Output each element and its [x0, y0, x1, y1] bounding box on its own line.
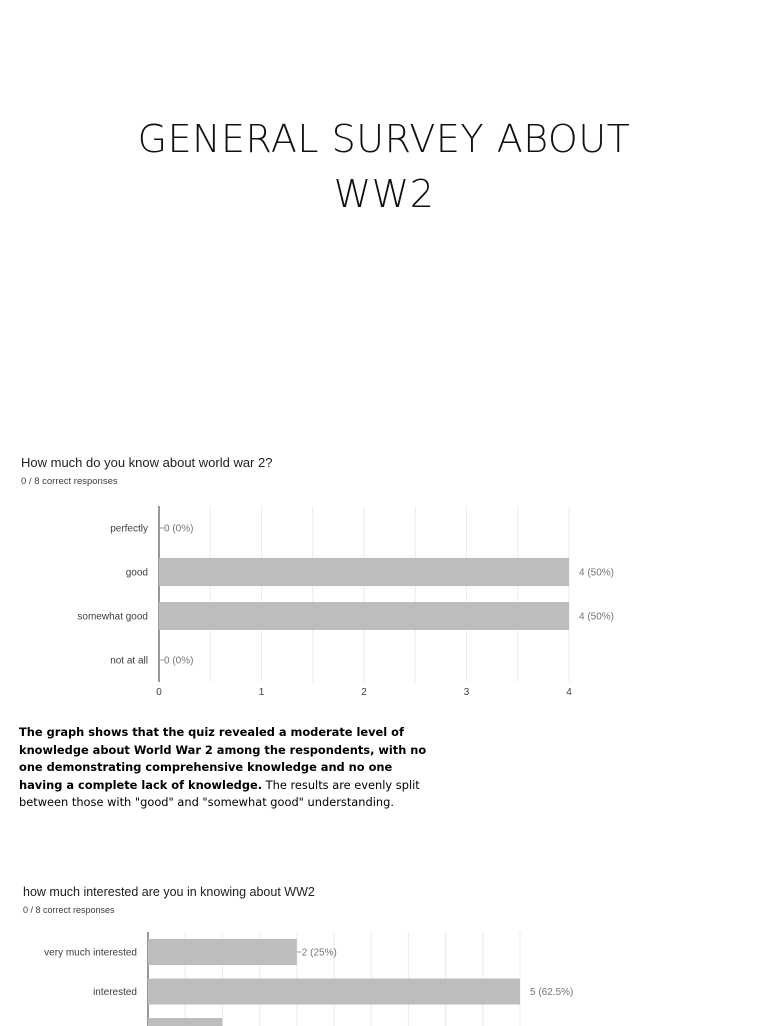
x-tick-label: 0 — [156, 687, 162, 698]
question2-title: how much interested are you in knowing about WW2 — [23, 885, 315, 899]
x-tick-label: 4 — [566, 687, 572, 698]
x-tick-label: 2 — [361, 687, 367, 698]
page-title-line1: GENERAL SURVEY ABOUT — [137, 117, 631, 161]
x-tick-label: 3 — [463, 687, 470, 698]
description-bold: The graph shows that the quiz revealed a moderate level of knowledge about World War 2 among the respondents, with no one demonstrating comprehensive knowledge and no one having a complete lack of knowledge. — [19, 725, 427, 792]
category-label: perfectly — [110, 523, 148, 535]
page-title-line2: WW2 — [333, 172, 435, 216]
bar — [148, 939, 297, 965]
bar — [159, 558, 569, 586]
question2-subtitle: 0 / 8 correct responses — [23, 905, 115, 915]
category-label: very much interested — [44, 947, 137, 959]
value-label: 5 (62.5%) — [530, 987, 574, 998]
description-paragraph — [19, 724, 429, 812]
question1-title: How much do you know about world war 2? — [21, 455, 273, 470]
category-label: not at all — [110, 655, 148, 667]
bar — [159, 602, 569, 630]
question1-subtitle: 0 / 8 correct responses — [21, 476, 118, 487]
value-label: 0 (0%) — [164, 655, 194, 667]
category-label: somewhat good — [77, 611, 148, 623]
value-label: 4 (50%) — [579, 611, 615, 623]
value-label: 2 (25%) — [301, 947, 337, 959]
interest-bar-chart — [0, 926, 768, 1026]
category-label: good — [125, 567, 148, 579]
description-regular: The results are evenly split between those with "good" and "somewhat good" understanding. — [19, 777, 420, 809]
value-label: 0 (0%) — [164, 523, 194, 535]
bar — [148, 979, 520, 1005]
x-tick-label: 1 — [258, 687, 265, 698]
category-label: interested — [93, 987, 137, 998]
page-title — [0, 112, 768, 222]
knowledge-bar-chart — [0, 500, 768, 710]
bar — [148, 1018, 222, 1026]
value-label: 4 (50%) — [579, 567, 615, 579]
